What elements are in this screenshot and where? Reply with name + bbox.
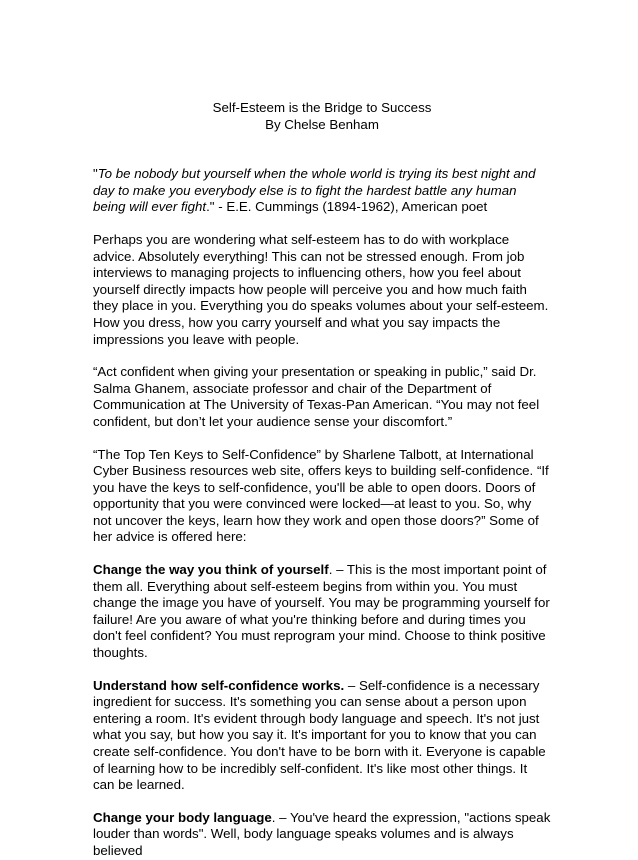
quote-text: To be nobody but yourself when the whole world is trying its best night and day to make you everybody else is to fight the hardest battle any human being will ever fight (93, 166, 536, 215)
quote-attribution: ." - E.E. Cummings (1894-1962), American poet (206, 199, 488, 215)
key-paragraph-2 (93, 678, 551, 794)
key-heading-1: Change the way you think of yourself (93, 562, 329, 578)
document-page (93, 100, 551, 860)
document-title: Self-Esteem is the Bridge to Success (212, 100, 432, 115)
key-body-3: . – You've heard the expression, "actions speak louder than words". Well, body language speaks volumes and is always believed (93, 809, 551, 858)
document-title-block (93, 100, 551, 133)
epigraph-quote (93, 166, 551, 216)
key-heading-2: Understand how self-confidence works. (93, 677, 345, 693)
key-paragraph-3 (93, 810, 551, 860)
paragraph-talbott-keys: “The Top Ten Keys to Self-Confidence” by Sharlene Talbott, at International Cyber Business resources web site, offers keys to building self-confidence. “If you have the keys to self-confidence, you'll be able to open doors. Doors of opportunity that you were convinced were locked—at least to you. So, why not uncover the keys, learn how they work and open those doors?” Some of her advice is offered here: (93, 446, 549, 545)
key-body-2: – Self-confidence is a necessary ingredient for success. It's something you can sense about a person upon entering a room. It's evident through body language and speech. It's not just what you say, but how you say it. It's important for you to know that you can create self-confidence. You don't have to be born with it. Everyone is capable of learning how to be incredibly self-confident. It's like most other things. It can be learned. (93, 677, 546, 793)
paragraph-ghanem-quote: “Act confident when giving your presentation or speaking in public,” said Dr. Salma Ghanem, associate professor and chair of the Department of Communication at The University of Texas-Pan American. “You may not feel confident, but don’t let your audience sense your discomfort.” (93, 364, 540, 429)
key-body-1: . – This is the most important point of them all. Everything about self-esteem begins from within you. You must change the image you have of yourself. You may be programming yourself for failure! Are you aware of what you're thinking before and during times you don't feel confident? You must reprogram your mind. Choose to think positive thoughts. (93, 562, 550, 661)
key-heading-3: Change your body language (93, 809, 272, 825)
quote-open-mark: " (93, 166, 98, 182)
document-byline: By Chelse Benham (265, 116, 379, 132)
paragraph-intro: Perhaps you are wondering what self-esteem has to do with workplace advice. Absolutely everything! This can not be stressed enough. From job interviews to managing projects to influencing others, how you feel about yourself directly impacts how people will perceive you and how much faith they place in you. Everything you do speaks volumes about your self-esteem. How you dress, how you carry yourself and what you say impacts the impressions you leave with people. (93, 231, 549, 347)
key-paragraph-1 (93, 562, 551, 662)
